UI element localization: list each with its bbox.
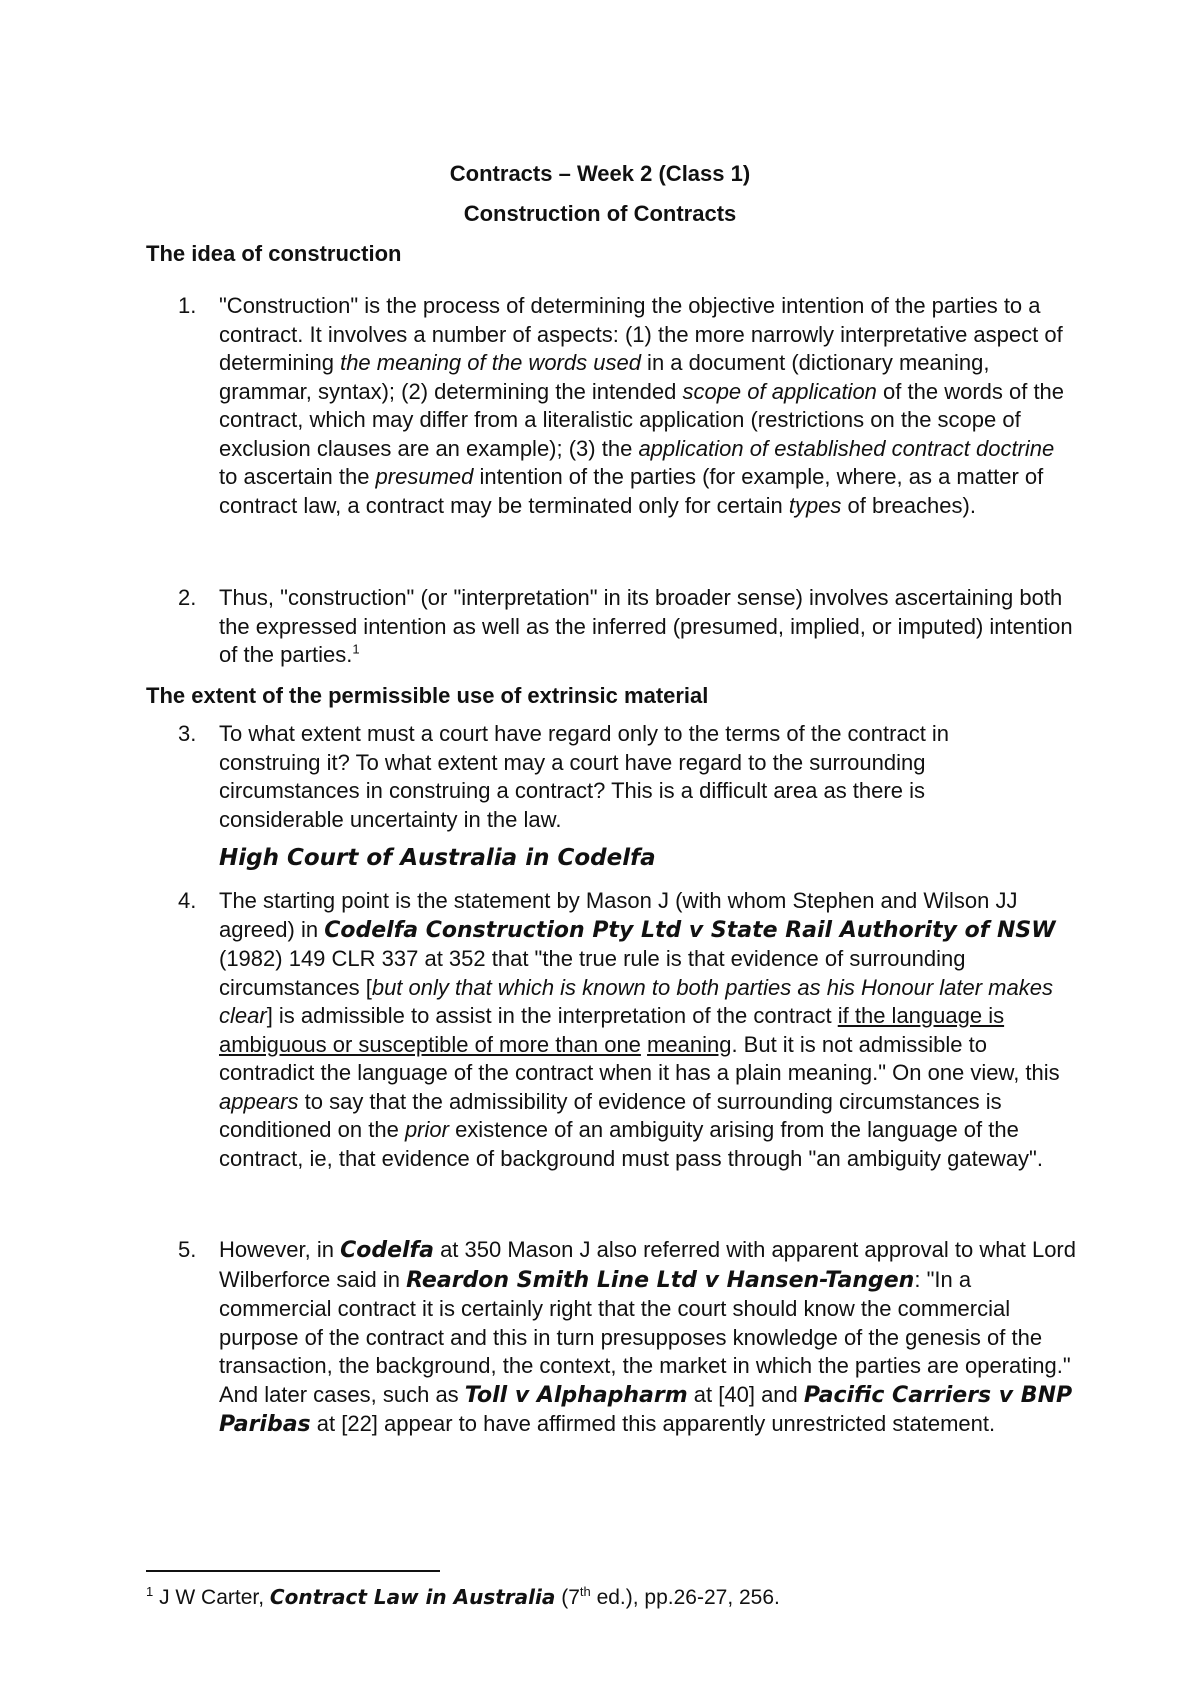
list-item-4 [146,887,1076,1173]
case-name: Pacific Carriers v BNP Paribas [219,1382,1073,1437]
book-title: Contract Law in Australia [269,1585,556,1609]
list-item-3 [146,720,1076,834]
list-number: 3. [178,721,197,746]
footnote-separator [146,1570,440,1572]
list-number: 5. [178,1237,197,1262]
list-item-text: "Construction" is the process of determining the objective intention of the parties to a contract. It involves a number of aspects: (1) the more narrowly interpretative aspect of determining the meaning of the words used in a document (dictionary meaning, grammar, syntax); (2) determining the intended scope of application of the words of the contract, which may differ from a literalistic application (restrictions on the scope of exclusion clauses are an example); (3) the application of established contract doctrine to ascertain the presumed intention of the parties (for example, where, as a matter of contract law, a contract may be terminated only for certain types of breaches). [219,293,1065,518]
list-number: 4. [178,888,197,913]
case-name: Codelfa Construction Pty Ltd v State Rail Authority of NSW [324,917,1056,943]
list-number: 1. [178,293,197,318]
footnote-reference: 1 [352,641,360,657]
list-item-text: To what extent must a court have regard only to the terms of the contract in construing it? To what extent may a court have regard to the surrounding circumstances in construing a contract? This is a difficult area as there is considerable uncertainty in the law. [219,721,950,832]
case-name: Codelfa [340,1238,434,1263]
case-name: Reardon Smith Line Ltd v Hansen-Tangen [406,1267,915,1293]
footnote-1: $^1$ J W Carter, Contract Law in Australia (7th ed.), pp.26-27, 256. [146,1584,780,1609]
document-title: Contracts – Week 2 (Class 1) [449,161,751,186]
case-name: Toll v Alphapharm [464,1382,688,1408]
section-heading-idea-of-construction: The idea of construction [146,241,402,266]
list-item-5 [146,1236,1076,1440]
subheading-codelfa: High Court of Australia in Codelfa [219,845,656,871]
list-item-2 [146,584,1076,670]
footnote-mark: 1 [146,1584,154,1599]
list-item-text: Thus, "construction" (or "interpretation" in its broader sense) involves ascertaining both the expressed intention as well as the inferred (presumed, implied, or imputed) intention of the parties.$^1$ [219,585,1073,667]
section-heading-extrinsic-material: The extent of the permissible use of extrinsic material [146,683,709,708]
list-item-text: However, in Codelfa at 350 Mason J also referred with apparent approval to what Lord Wilberforce said in Reardon Smith Line Ltd v Hansen-Tangen: "In a commercial contract it is certainly right that the court should know the commercial purpose of the contract and this in turn presupposes knowledge of the genesis of the transaction, the background, the context, the market in which the parties are operating." And later cases, such as Toll v Alphapharm at [40] and Pacific Carriers v BNP Paribas at [22] appear to have affirmed this apparently unrestricted statement. [219,1237,1076,1437]
list-number: 2. [178,585,197,610]
list-item-1 [146,292,1076,520]
document-subtitle: Construction of Contracts [463,201,737,226]
list-item-text: The starting point is the statement by Mason J (with whom Stephen and Wilson JJ agreed) in Codelfa Construction Pty Ltd v State Rail Authority of NSW (1982) 149 CLR 337 at 352 that "the true rule is that evidence of surrounding circumstances [but only that which is known to both parties as his Honour later makes clear] is admissible to assist in the interpretation of the contract if the language is ambiguous or susceptible of more than one meaning. But it is not admissible to contradict the language of the contract when it has a plain meaning." On one view, this appears to say that the admissibility of evidence of surrounding circumstances is conditioned on the prior existence of an ambiguity arising from the language of the contract, ie, that evidence of background must pass through "an ambiguity gateway". [219,888,1060,1171]
